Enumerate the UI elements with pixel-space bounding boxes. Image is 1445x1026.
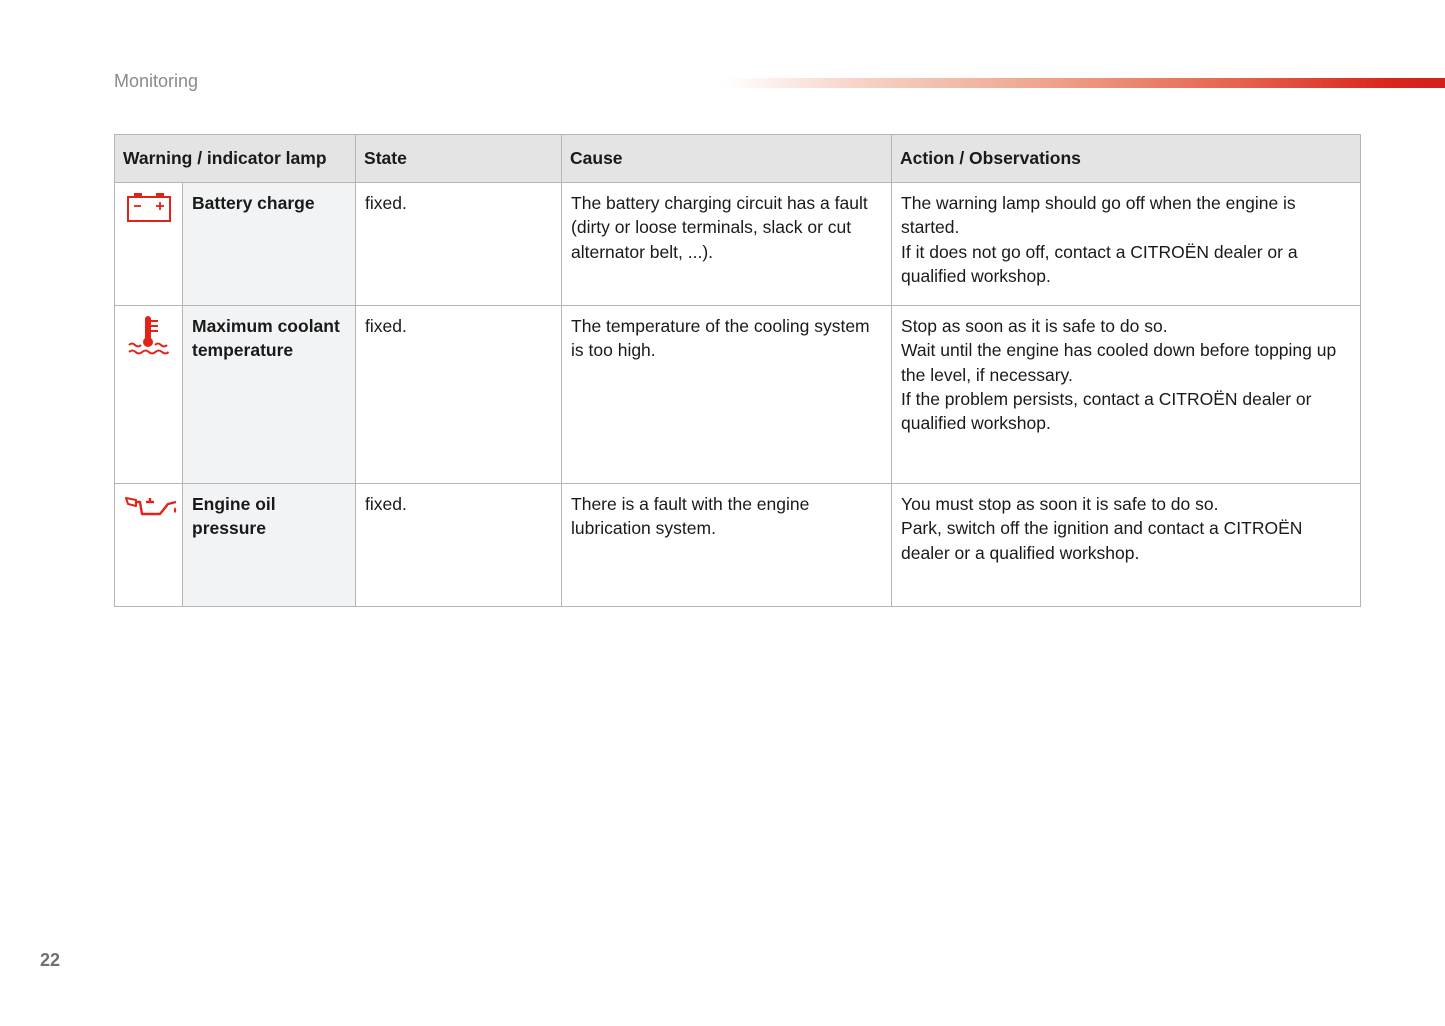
lamp-name: Maximum coolant temperature (183, 306, 356, 484)
action-line: If the problem persists, contact a CITROËN dealer or qualified workshop. (901, 388, 1312, 434)
column-header-state: State (356, 135, 562, 183)
action-cell (892, 484, 1361, 607)
coolant-temperature-icon (125, 314, 173, 358)
state-cell: fixed. (356, 484, 562, 607)
action-line: Park, switch off the ignition and contact a CITROËN dealer or a qualified workshop. (901, 518, 1303, 563)
cause-cell: The temperature of the cooling system is too high. (562, 306, 892, 484)
section-title: Monitoring (114, 71, 199, 91)
action-line: Wait until the engine has cooled down before topping up the level, if necessary. (901, 340, 1337, 385)
table-row (115, 183, 1361, 306)
warning-lamp-table (114, 134, 1361, 607)
header-accent-bar (725, 78, 1445, 88)
column-header-lamp: Warning / indicator lamp (115, 135, 356, 183)
battery-icon (125, 191, 173, 223)
lamp-name: Engine oil pressure (183, 484, 356, 607)
column-header-action: Action / Observations (892, 135, 1361, 183)
cause-cell: There is a fault with the engine lubrication system. (562, 484, 892, 607)
lamp-name: Battery charge (183, 183, 356, 306)
action-line: The warning lamp should go off when the engine is started. (901, 193, 1296, 238)
table-row (115, 484, 1361, 607)
lamp-icon-cell (115, 484, 183, 607)
action-line: Stop as soon as it is safe to do so. (901, 316, 1168, 336)
action-cell (892, 183, 1361, 306)
action-cell (892, 306, 1361, 484)
page-number: 22 (40, 950, 61, 970)
table-row (115, 306, 1361, 484)
state-cell: fixed. (356, 183, 562, 306)
column-header-cause: Cause (562, 135, 892, 183)
cause-cell: The battery charging circuit has a fault (dirty or loose terminals, slack or cut alternator belt, ...). (562, 183, 892, 306)
lamp-icon-cell (115, 306, 183, 484)
table-header-row (115, 135, 1361, 183)
action-line: You must stop as soon it is safe to do so. (901, 494, 1219, 514)
action-line: If it does not go off, contact a CITROËN dealer or a qualified workshop. (901, 241, 1298, 286)
state-cell: fixed. (356, 306, 562, 484)
lamp-icon-cell (115, 183, 183, 306)
oil-pressure-icon (124, 492, 180, 522)
